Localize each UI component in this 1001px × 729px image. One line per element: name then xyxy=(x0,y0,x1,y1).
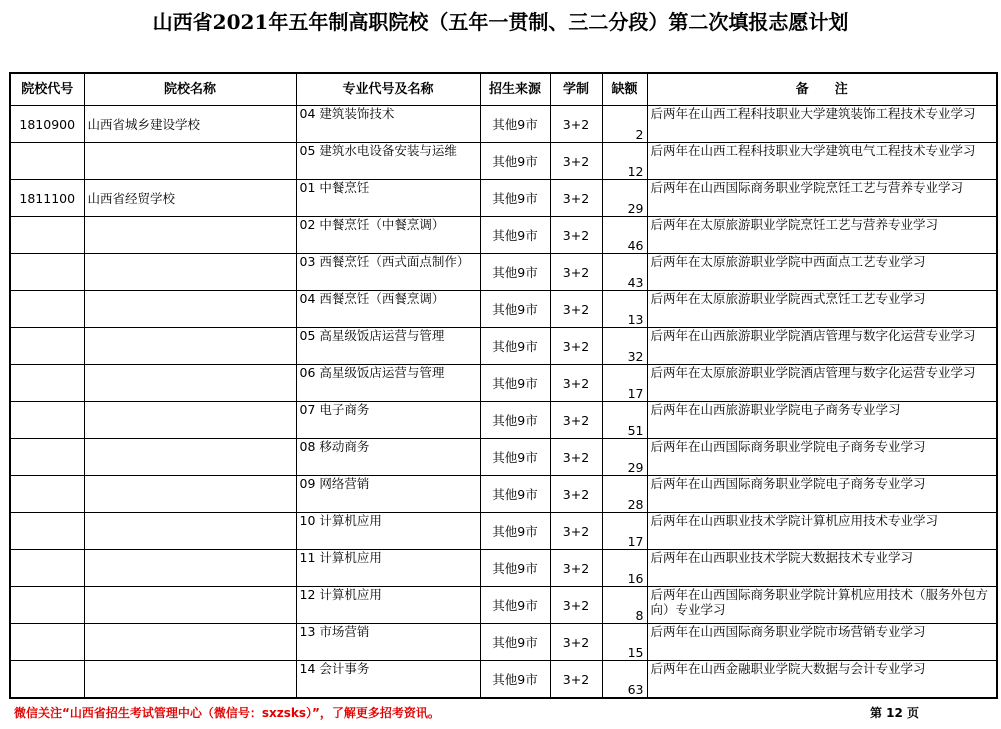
cell-quota: 8 xyxy=(602,587,647,624)
cell-school-code xyxy=(10,587,84,624)
cell-school-name xyxy=(84,291,296,328)
cell-quota: 28 xyxy=(602,476,647,513)
table-row xyxy=(10,143,997,180)
cell-quota: 16 xyxy=(602,550,647,587)
table-row xyxy=(10,439,997,476)
cell-source: 其他9市 xyxy=(480,180,550,217)
header-major: 专业代号及名称 xyxy=(296,73,480,106)
cell-note: 后两年在山西职业技术学院计算机应用技术专业学习 xyxy=(647,513,997,550)
table-row xyxy=(10,587,997,624)
cell-source: 其他9市 xyxy=(480,328,550,365)
cell-major: 14 会计事务 xyxy=(296,661,480,699)
cell-school-code xyxy=(10,402,84,439)
cell-note: 后两年在山西职业技术学院大数据技术专业学习 xyxy=(647,550,997,587)
table-row xyxy=(10,550,997,587)
cell-major: 04 建筑装饰技术 xyxy=(296,106,480,143)
cell-quota: 29 xyxy=(602,180,647,217)
header-school-name: 院校名称 xyxy=(84,73,296,106)
cell-school-code xyxy=(10,217,84,254)
cell-school-name xyxy=(84,661,296,699)
cell-major: 03 西餐烹饪（西式面点制作） xyxy=(296,254,480,291)
cell-major: 10 计算机应用 xyxy=(296,513,480,550)
cell-school-code xyxy=(10,328,84,365)
cell-major: 02 中餐烹饪（中餐烹调） xyxy=(296,217,480,254)
cell-note: 后两年在山西国际商务职业学院市场营销专业学习 xyxy=(647,624,997,661)
cell-note: 后两年在山西国际商务职业学院计算机应用技术（服务外包方向）专业学习 xyxy=(647,587,997,624)
table-row xyxy=(10,254,997,291)
cell-major: 07 电子商务 xyxy=(296,402,480,439)
table-row xyxy=(10,291,997,328)
cell-quota: 32 xyxy=(602,328,647,365)
cell-school-name xyxy=(84,476,296,513)
cell-length: 3+2 xyxy=(550,587,602,624)
cell-school-name xyxy=(84,402,296,439)
cell-quota: 2 xyxy=(602,106,647,143)
cell-quota: 13 xyxy=(602,291,647,328)
cell-major: 08 移动商务 xyxy=(296,439,480,476)
cell-quota: 12 xyxy=(602,143,647,180)
page-number: 第 12 页 xyxy=(870,706,920,720)
cell-school-name xyxy=(84,365,296,402)
cell-quota: 15 xyxy=(602,624,647,661)
cell-school-code xyxy=(10,513,84,550)
table-row xyxy=(10,624,997,661)
cell-school-code xyxy=(10,476,84,513)
cell-school-code xyxy=(10,439,84,476)
cell-school-name xyxy=(84,550,296,587)
cell-length: 3+2 xyxy=(550,550,602,587)
cell-school-name xyxy=(84,254,296,291)
cell-source: 其他9市 xyxy=(480,439,550,476)
page-title: 山西省2021年五年制高职院校（五年一贯制、三二分段）第二次填报志愿计划 xyxy=(152,10,849,34)
table-row xyxy=(10,513,997,550)
cell-school-code xyxy=(10,254,84,291)
cell-length: 3+2 xyxy=(550,106,602,143)
cell-source: 其他9市 xyxy=(480,291,550,328)
cell-length: 3+2 xyxy=(550,402,602,439)
cell-major: 11 计算机应用 xyxy=(296,550,480,587)
cell-source: 其他9市 xyxy=(480,106,550,143)
cell-note: 后两年在山西国际商务职业学院电子商务专业学习 xyxy=(647,439,997,476)
cell-school-code xyxy=(10,143,84,180)
cell-note: 后两年在山西国际商务职业学院电子商务专业学习 xyxy=(647,476,997,513)
cell-school-name xyxy=(84,328,296,365)
cell-length: 3+2 xyxy=(550,513,602,550)
cell-length: 3+2 xyxy=(550,365,602,402)
cell-school-name xyxy=(84,217,296,254)
cell-source: 其他9市 xyxy=(480,365,550,402)
cell-length: 3+2 xyxy=(550,143,602,180)
cell-length: 3+2 xyxy=(550,624,602,661)
cell-note: 后两年在山西工程科技职业大学建筑装饰工程技术专业学习 xyxy=(647,106,997,143)
table-row xyxy=(10,476,997,513)
cell-school-name xyxy=(84,587,296,624)
cell-note: 后两年在太原旅游职业学院酒店管理与数字化运营专业学习 xyxy=(647,365,997,402)
table-row xyxy=(10,180,997,217)
cell-source: 其他9市 xyxy=(480,661,550,699)
wechat-notice: 微信关注“山西省招生考试管理中心（微信号：sxzsks）”，了解更多招考资讯。 xyxy=(14,706,440,720)
enrollment-plan-table xyxy=(9,72,998,699)
cell-note: 后两年在山西旅游职业学院酒店管理与数字化运营专业学习 xyxy=(647,328,997,365)
cell-source: 其他9市 xyxy=(480,476,550,513)
cell-quota: 63 xyxy=(602,661,647,699)
table-row xyxy=(10,106,997,143)
table-row xyxy=(10,661,997,699)
cell-length: 3+2 xyxy=(550,180,602,217)
table-row xyxy=(10,402,997,439)
cell-quota: 46 xyxy=(602,217,647,254)
cell-school-code xyxy=(10,661,84,699)
table-header-row xyxy=(10,73,997,106)
header-quota: 缺额 xyxy=(602,73,647,106)
cell-major: 09 网络营销 xyxy=(296,476,480,513)
cell-quota: 17 xyxy=(602,513,647,550)
cell-source: 其他9市 xyxy=(480,217,550,254)
cell-length: 3+2 xyxy=(550,439,602,476)
cell-length: 3+2 xyxy=(550,328,602,365)
cell-school-name: 山西省经贸学校 xyxy=(84,180,296,217)
cell-major: 05 建筑水电设备安装与运维 xyxy=(296,143,480,180)
cell-major: 04 西餐烹饪（西餐烹调） xyxy=(296,291,480,328)
cell-school-name xyxy=(84,143,296,180)
cell-source: 其他9市 xyxy=(480,254,550,291)
cell-school-code: 1810900 xyxy=(10,106,84,143)
cell-major: 01 中餐烹饪 xyxy=(296,180,480,217)
header-note: 备 注 xyxy=(647,73,997,106)
cell-school-code: 1811100 xyxy=(10,180,84,217)
table-body xyxy=(10,106,997,699)
header-source: 招生来源 xyxy=(480,73,550,106)
cell-length: 3+2 xyxy=(550,254,602,291)
cell-source: 其他9市 xyxy=(480,402,550,439)
cell-note: 后两年在山西工程科技职业大学建筑电气工程技术专业学习 xyxy=(647,143,997,180)
cell-school-name: 山西省城乡建设学校 xyxy=(84,106,296,143)
cell-length: 3+2 xyxy=(550,291,602,328)
cell-note: 后两年在太原旅游职业学院中西面点工艺专业学习 xyxy=(647,254,997,291)
cell-note: 后两年在太原旅游职业学院西式烹饪工艺专业学习 xyxy=(647,291,997,328)
cell-major: 13 市场营销 xyxy=(296,624,480,661)
cell-major: 12 计算机应用 xyxy=(296,587,480,624)
cell-quota: 17 xyxy=(602,365,647,402)
cell-quota: 29 xyxy=(602,439,647,476)
table-row xyxy=(10,217,997,254)
cell-quota: 51 xyxy=(602,402,647,439)
cell-note: 后两年在山西旅游职业学院电子商务专业学习 xyxy=(647,402,997,439)
cell-source: 其他9市 xyxy=(480,624,550,661)
cell-school-code xyxy=(10,365,84,402)
cell-source: 其他9市 xyxy=(480,513,550,550)
cell-note: 后两年在太原旅游职业学院烹饪工艺与营养专业学习 xyxy=(647,217,997,254)
cell-school-name xyxy=(84,513,296,550)
cell-note: 后两年在山西金融职业学院大数据与会计专业学习 xyxy=(647,661,997,699)
cell-source: 其他9市 xyxy=(480,587,550,624)
header-length: 学制 xyxy=(550,73,602,106)
cell-length: 3+2 xyxy=(550,661,602,699)
header-school-code: 院校代号 xyxy=(10,73,84,106)
cell-major: 06 高星级饭店运营与管理 xyxy=(296,365,480,402)
cell-school-code xyxy=(10,624,84,661)
cell-length: 3+2 xyxy=(550,217,602,254)
cell-source: 其他9市 xyxy=(480,143,550,180)
cell-school-name xyxy=(84,624,296,661)
cell-source: 其他9市 xyxy=(480,550,550,587)
cell-length: 3+2 xyxy=(550,476,602,513)
table-row xyxy=(10,328,997,365)
cell-school-name xyxy=(84,439,296,476)
cell-school-code xyxy=(10,550,84,587)
cell-quota: 43 xyxy=(602,254,647,291)
cell-note: 后两年在山西国际商务职业学院烹饪工艺与营养专业学习 xyxy=(647,180,997,217)
cell-major: 05 高星级饭店运营与管理 xyxy=(296,328,480,365)
cell-school-code xyxy=(10,291,84,328)
table-row xyxy=(10,365,997,402)
